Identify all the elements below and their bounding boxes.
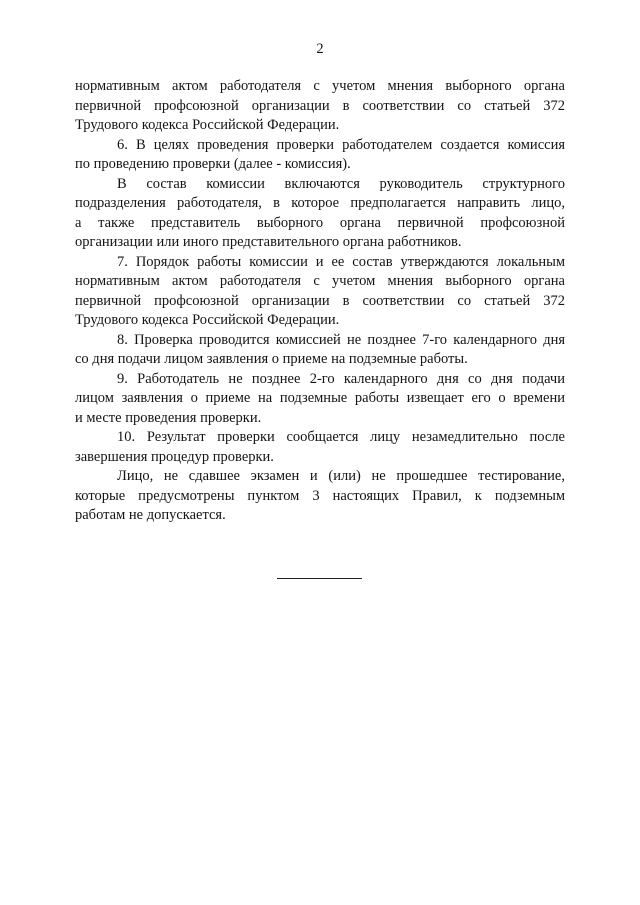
end-separator-line — [277, 578, 362, 579]
text-line: работам не допускается. — [75, 507, 226, 523]
text-line: организации или иного представительного органа работников. — [75, 234, 462, 250]
text-line: которые предусмотрены пунктом 3 настоящих Правил, к подземным — [75, 487, 565, 504]
paragraph-commission-composition — [75, 175, 565, 253]
text-line: В состав комиссии включаются руководитель структурного — [117, 175, 565, 192]
text-line: лицом заявления о приеме на подземные работы извещает его о времени — [75, 390, 565, 406]
text-line: первичной профсоюзной организации в соответствии со статьей 372 — [75, 97, 565, 114]
text-line: 9. Работодатель не позднее 2-го календарного дня со дня подачи — [117, 370, 565, 387]
text-line: Трудового кодекса Российской Федерации. — [75, 117, 340, 133]
text-line: первичной профсоюзной организации в соответствии со статьей 372 — [75, 292, 565, 309]
paragraph-item-7 — [75, 253, 565, 331]
paragraph-item-10 — [75, 428, 565, 467]
document-body — [75, 77, 565, 526]
text-line: 7. Порядок работы комиссии и ее состав утверждаются локальным — [117, 253, 565, 270]
text-line: завершения процедур проверки. — [75, 448, 274, 465]
text-line: 10. Результат проверки сообщается лицу незамедлительно после — [117, 429, 565, 445]
text-line: 8. Проверка проводится комиссией не позднее 7-го календарного дня — [117, 331, 565, 348]
text-line: нормативным актом работодателя с учетом мнения выборного органа — [75, 273, 565, 289]
text-line: а также представитель выборного органа первичной профсоюзной — [75, 214, 565, 231]
text-line: 6. В целях проведения проверки работодателем создается комиссия — [117, 136, 565, 153]
page-number: 2 — [316, 41, 324, 57]
text-line: нормативным актом работодателя с учетом мнения выборного органа — [75, 78, 565, 94]
text-line: подразделения работодателя, в которое предполагается направить лицо, — [75, 195, 565, 211]
text-line: Лицо, не сдавшее экзамен и (или) не прошедшее тестирование, — [117, 468, 565, 484]
paragraph-admission-rule — [75, 467, 565, 526]
paragraph-continuation — [75, 77, 565, 136]
text-line: по проведению проверки (далее - комиссия). — [75, 156, 351, 172]
paragraph-item-6 — [75, 136, 565, 175]
paragraph-item-9 — [75, 370, 565, 429]
text-line: со дня подачи лицом заявления о приеме на подземные работы. — [75, 351, 468, 367]
text-line: Трудового кодекса Российской Федерации. — [75, 312, 340, 328]
text-line: и месте проведения проверки. — [75, 409, 262, 426]
paragraph-item-8 — [75, 331, 565, 370]
